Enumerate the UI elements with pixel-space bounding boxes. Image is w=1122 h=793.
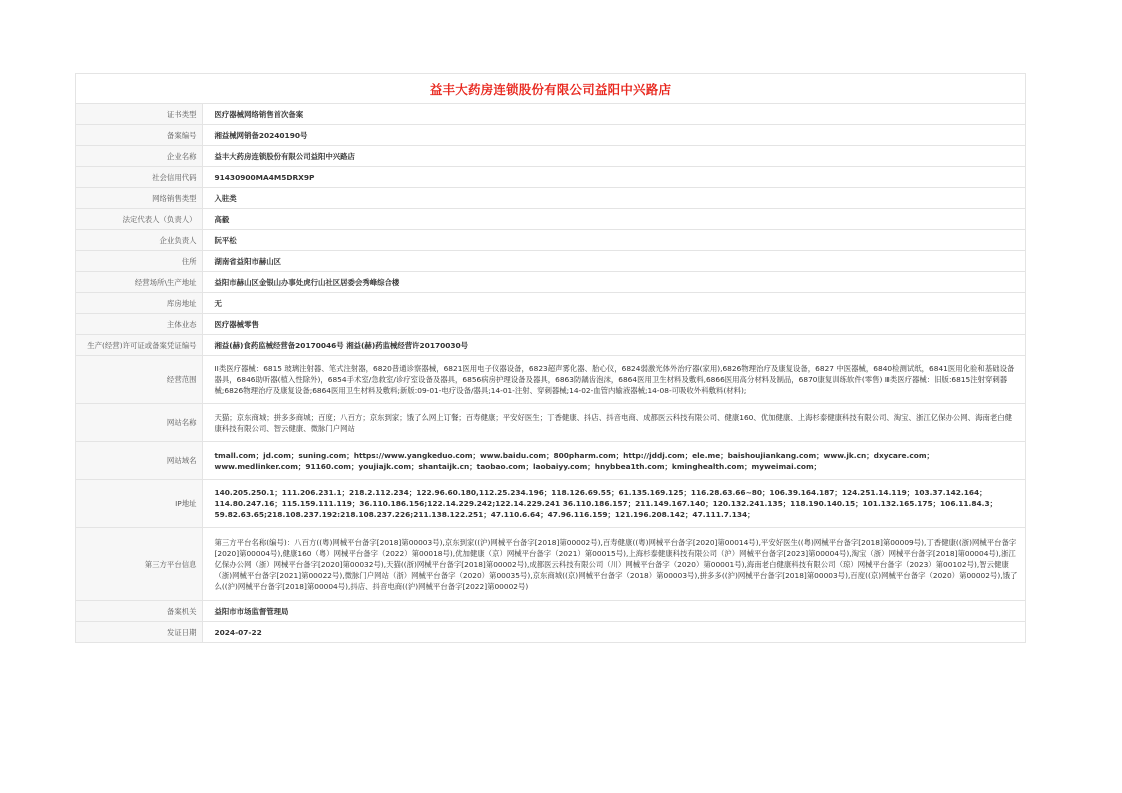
label-business-format: 主体业态 [76,314,202,335]
value-business-format: 医疗器械零售 [202,314,1025,335]
row-company-head [76,230,1025,251]
row-business-address [76,272,1025,293]
value-credit-code: 91430900MA4M5DRX9P [202,167,1025,188]
label-business-scope: 经营范围 [76,356,202,404]
label-third-party-platforms: 第三方平台信息 [76,528,202,601]
value-company-name: 益丰大药房连锁股份有限公司益阳中兴路店 [202,146,1025,167]
value-sales-type: 入驻类 [202,188,1025,209]
row-warehouse-address [76,293,1025,314]
row-filing-authority [76,601,1025,622]
value-license-number: 湘益(赫)食药监械经营备20170046号 湘益(赫)药监械经营许20170030号 [202,335,1025,356]
value-ip-addresses: 140.205.250.1；111.206.231.1；218.2.112.234；122.96.60.180,112.25.234.196；118.126.69.55；61.135.169.125；116.28.63.66~80；106.39.164.187；124.251.14.119；103.37.142.164；114.80.247.16；115.159.111.119；36.110.186.156;122.14.229.242;122.14.229.241 36.110.186.157；211.149.167.140；120.132.241.135；118.190.140.15；101.132.165.175；106.11.84.3；59.82.63.65;218.108.237.192:218.108.237.226;211.138.122.251；47.110.6.64；47.96.116.159；121.196.208.142；47.111.7.134； [202,480,1025,528]
label-warehouse-address: 库房地址 [76,293,202,314]
value-third-party-platforms: 第三方平台名称(编号)：八百方((粤)网械平台备字[2018]第00003号),京东到家((沪)网械平台备字[2018]第00002号),百寿健康((粤)网械平台备字[2020]第00014号),平安好医生((粤)网械平台备字[2018]第00009号),丁香健康((浙)网械平台备字[2020]第00004号),健康160（粤）网械平台备字（2022）第00018号),优加健康（京）网械平台备字（2021）第00015号),上海杉泰健康科技有限公司（沪）网械平台备字[2023]第00004号),淘宝（浙）网械平台备字[2018]第00004号),浙江亿保办公网（浙）网械平台备字[2020]第00032号),天猫((浙)网械平台备字[2018]第00002号),成都医云科技有限公司（川）网械平台备字（2020）第00001号),海南老白健康科技有限公司（琼）网械平台备字（2023）第00102号),智云健康（浙)网械平台备字[2021]第00022号),微脉门户网站（浙）网械平台备字（2020）第00035号),京东商城((京)网械平台备字（2018）第00003号),拼多多((沪)网械平台备字[2018]第00003号),百度((京)网械平台备字（2020）第00002号),饿了么((沪)网械平台备字[2018]第00004号),抖店、抖音电商((沪)网械平台备字[2022]第00002号) [202,528,1025,601]
label-legal-representative: 法定代表人（负责人） [76,209,202,230]
value-legal-representative: 高毅 [202,209,1025,230]
label-credit-code: 社会信用代码 [76,167,202,188]
value-business-scope: II类医疗器械：6815 玻璃注射器、笔式注射器，6820普通诊察器械，6821医用电子仪器设备，6823超声雾化器、胎心仪，6824弱激光体外治疗器(家用),6826物理治疗及康复设备，6827 中医器械，6840检测试纸，6841医用化验和基础设备器具，6846助听器(植入性除外)，6854手术室/急救室/诊疗室设备及器具，6856病房护理设备及器具，6863防龋齿泡沫，6864医用卫生材料及敷料,6866医用高分材料及制品，6870康复训练软件(零售) Ⅲ类医疗器械：旧版:6815注射穿刺器械;6826物理治疗及康复设备;6864医用卫生材料及敷料;新版:09-01-电疗设备/器具;14-01-注射、穿刺器械;14-02-血管内输液器械;14-08-可吸收外科敷料(材料); [202,356,1025,404]
value-issue-date: 2024-07-22 [202,622,1025,643]
label-residence: 住所 [76,251,202,272]
row-certificate-type [76,104,1025,125]
row-website-domains [76,442,1025,480]
row-credit-code [76,167,1025,188]
value-filing-authority: 益阳市市场监督管理局 [202,601,1025,622]
label-certificate-type: 证书类型 [76,104,202,125]
details-table [76,104,1025,642]
value-warehouse-address: 无 [202,293,1025,314]
value-company-head: 阮平松 [202,230,1025,251]
row-sales-type [76,188,1025,209]
value-website-domains: tmall.com；jd.com；suning.com；https://www.yangkeduo.com；www.baidu.com；800pharm.com；http://jddj.com；ele.me；baishoujiankang.com；www.jk.cn；dxycare.com；www.medlinker.com；91160.com；youjiajk.com；shantaijk.cn；taobao.com；laobaiyy.com；hnybbea1th.com；kminghealth.com；myweimai.com； [202,442,1025,480]
label-company-name: 企业名称 [76,146,202,167]
row-third-party-platforms [76,528,1025,601]
value-business-address: 益阳市赫山区金银山办事处虎行山社区居委会秀峰综合楼 [202,272,1025,293]
row-legal-representative [76,209,1025,230]
label-business-address: 经营场所\生产地址 [76,272,202,293]
value-website-names: 天猫；京东商城；拼多多商城；百度；八百方；京东到家；饿了么网上订餐；百寿健康；平安好医生；丁香健康、抖店、抖音电商、成都医云科技有限公司、健康160、优加健康、上海杉泰健康科技有限公司、淘宝、浙江亿保办公网、海南老白健康科技有限公司、智云健康、微脉门户网站 [202,404,1025,442]
value-residence: 湖南省益阳市赫山区 [202,251,1025,272]
label-sales-type: 网络销售类型 [76,188,202,209]
page-title: 益丰大药房连锁股份有限公司益阳中兴路店 [429,81,672,97]
label-company-head: 企业负责人 [76,230,202,251]
label-issue-date: 发证日期 [76,622,202,643]
row-issue-date [76,622,1025,643]
row-business-format [76,314,1025,335]
label-license-number: 生产(经营)许可证或备案凭证编号 [76,335,202,356]
row-residence [76,251,1025,272]
row-company-name [76,146,1025,167]
row-license-number [76,335,1025,356]
label-filing-authority: 备案机关 [76,601,202,622]
value-filing-number: 湘益械网销备20240190号 [202,125,1025,146]
label-website-domains: 网站域名 [76,442,202,480]
row-business-scope [76,356,1025,404]
row-website-names [76,404,1025,442]
title-row [76,74,1025,104]
label-filing-number: 备案编号 [76,125,202,146]
row-filing-number [76,125,1025,146]
label-website-names: 网站名称 [76,404,202,442]
row-ip-addresses [76,480,1025,528]
filing-certificate-table [75,73,1026,643]
value-certificate-type: 医疗器械网络销售首次备案 [214,109,304,119]
label-ip-addresses: IP地址 [76,480,202,528]
